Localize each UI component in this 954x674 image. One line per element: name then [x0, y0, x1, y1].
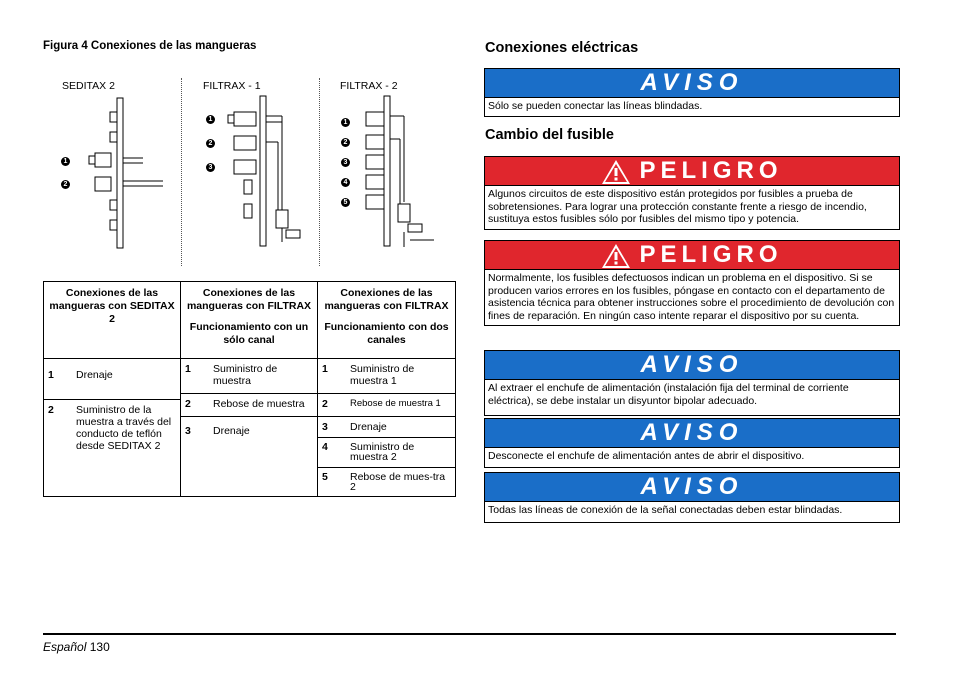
table-cell — [318, 359, 456, 497]
item-text: Rebose de muestra — [213, 398, 305, 410]
table-item — [44, 359, 180, 400]
panel-label-filtrax-1: FILTRAX - 1 — [203, 80, 261, 92]
section-heading-fuse: Cambio del fusible — [485, 127, 614, 143]
notice-text: Todas las líneas de conexión de la señal conectadas deben estar blindadas. — [485, 501, 899, 522]
item-text: Drenaje — [76, 369, 113, 381]
peligro-banner — [485, 157, 899, 185]
callout-badge: 3 — [341, 158, 350, 167]
section-heading-electrical: Conexiones eléctricas — [485, 40, 639, 56]
item-text: Drenaje — [213, 425, 250, 437]
notice-box — [484, 350, 900, 416]
item-text: Suministro de la muestra a través del conducto de teflón desde SEDITAX 2 — [76, 404, 172, 452]
callout-badge: 5 — [341, 198, 350, 207]
footer-page-number: 130 — [89, 640, 110, 654]
item-text: Suministro de muestra 1 — [350, 363, 415, 387]
footer-rule — [43, 633, 896, 635]
callout-badge: 1 — [206, 115, 215, 124]
table-item — [181, 417, 317, 441]
header-sub: Funcionamiento con un sólo canal — [189, 321, 309, 346]
callout-badge: 2 — [61, 180, 70, 189]
table-cell — [44, 359, 181, 497]
item-number: 1 — [322, 363, 328, 375]
item-number: 4 — [322, 441, 328, 453]
item-number: 2 — [48, 404, 54, 416]
seditax-hose-illustration — [55, 92, 175, 252]
notice-text: Al extraer el enchufe de alimentación (instalación fija del terminal de corriente eléctrica), se debe instalar un disyuntor bipolar adecuado. — [485, 379, 899, 415]
hose-connections-table — [43, 281, 456, 497]
item-number: 1 — [48, 369, 54, 381]
figure-title: Figura 4 Conexiones de las mangueras — [43, 40, 257, 52]
panel-label-seditax: SEDITAX 2 — [62, 80, 115, 92]
table-row — [44, 359, 456, 497]
warning-triangle-icon — [601, 243, 631, 269]
table-header-cell — [318, 282, 456, 359]
table-item — [318, 394, 455, 417]
table-item — [318, 417, 455, 438]
danger-text: Algunos circuitos de este dispositivo están protegidos por fusibles a prueba de sobretensiones. Para lograr una protección constante frente a riesgo de incendio, sustituya estos fusibles sólo por fusibles del mismo tipo y potencia. — [485, 185, 899, 229]
table-item — [318, 468, 455, 496]
table-item — [318, 438, 455, 468]
item-number: 2 — [322, 398, 328, 410]
notice-text: Desconecte el enchufe de alimentación antes de abrir el dispositivo. — [485, 447, 899, 467]
notice-box — [484, 472, 900, 523]
danger-box — [484, 156, 900, 230]
peligro-label: PELIGRO — [639, 157, 783, 184]
item-text: Suministro de muestra 2 — [350, 441, 415, 463]
figure-divider — [319, 78, 320, 266]
item-text: Drenaje — [350, 421, 387, 433]
notice-box — [484, 418, 900, 468]
table-item — [318, 359, 455, 394]
item-number: 3 — [322, 421, 328, 433]
notice-text: Sólo se pueden conectar las líneas blindadas. — [485, 97, 899, 116]
item-number: 3 — [185, 425, 191, 437]
header-main: Conexiones de las mangueras con FILTRAX — [186, 287, 312, 312]
aviso-banner: AVISO — [485, 419, 899, 447]
callout-badge: 1 — [61, 157, 70, 166]
footer-language: Español — [43, 640, 87, 654]
page-footer — [43, 640, 110, 654]
danger-text: Normalmente, los fusibles defectuosos indican un problema en el dispositivo. Si se producen varios errores en los fusibles, póngase en contacto con el departamento de asistencia técnica para obtener instrucciones sobre el procedimiento de devolución con fines de reparación. En ningún caso intente reparar el dispositivo por su cuenta. — [485, 269, 899, 325]
table-item — [181, 359, 317, 394]
callout-badge: 2 — [206, 139, 215, 148]
peligro-label: PELIGRO — [639, 241, 783, 268]
figure-divider — [181, 78, 182, 266]
table-header-row — [44, 282, 456, 359]
item-number: 2 — [185, 398, 191, 410]
table-item — [181, 394, 317, 417]
callout-badge: 4 — [341, 178, 350, 187]
header-main: Conexiones de las mangueras con FILTRAX — [324, 287, 449, 312]
table-cell — [181, 359, 318, 497]
filtrax-2-hose-illustration — [356, 92, 436, 252]
notice-box — [484, 68, 900, 117]
aviso-banner: AVISO — [485, 351, 899, 379]
item-text: Rebose de mues-tra 2 — [350, 471, 446, 493]
table-header-cell — [181, 282, 318, 359]
warning-triangle-icon — [601, 159, 631, 185]
table-header-cell — [44, 282, 181, 359]
peligro-banner — [485, 241, 899, 269]
callout-badge: 2 — [341, 138, 350, 147]
header-main: Conexiones de las mangueras con SEDITAX 2 — [49, 287, 175, 325]
item-text: Rebose de muestra 1 — [350, 398, 441, 409]
item-number: 1 — [185, 363, 191, 375]
table-item — [44, 400, 180, 456]
item-number: 5 — [322, 471, 328, 483]
filtrax-1-hose-illustration — [220, 92, 315, 247]
aviso-banner: AVISO — [485, 69, 899, 97]
item-text: Suministro de muestra — [213, 363, 278, 387]
danger-box — [484, 240, 900, 326]
header-sub: Funcionamiento con dos canales — [324, 321, 449, 346]
aviso-banner: AVISO — [485, 473, 899, 501]
panel-label-filtrax-2: FILTRAX - 2 — [340, 80, 398, 92]
callout-badge: 3 — [206, 163, 215, 172]
callout-badge: 1 — [341, 118, 350, 127]
